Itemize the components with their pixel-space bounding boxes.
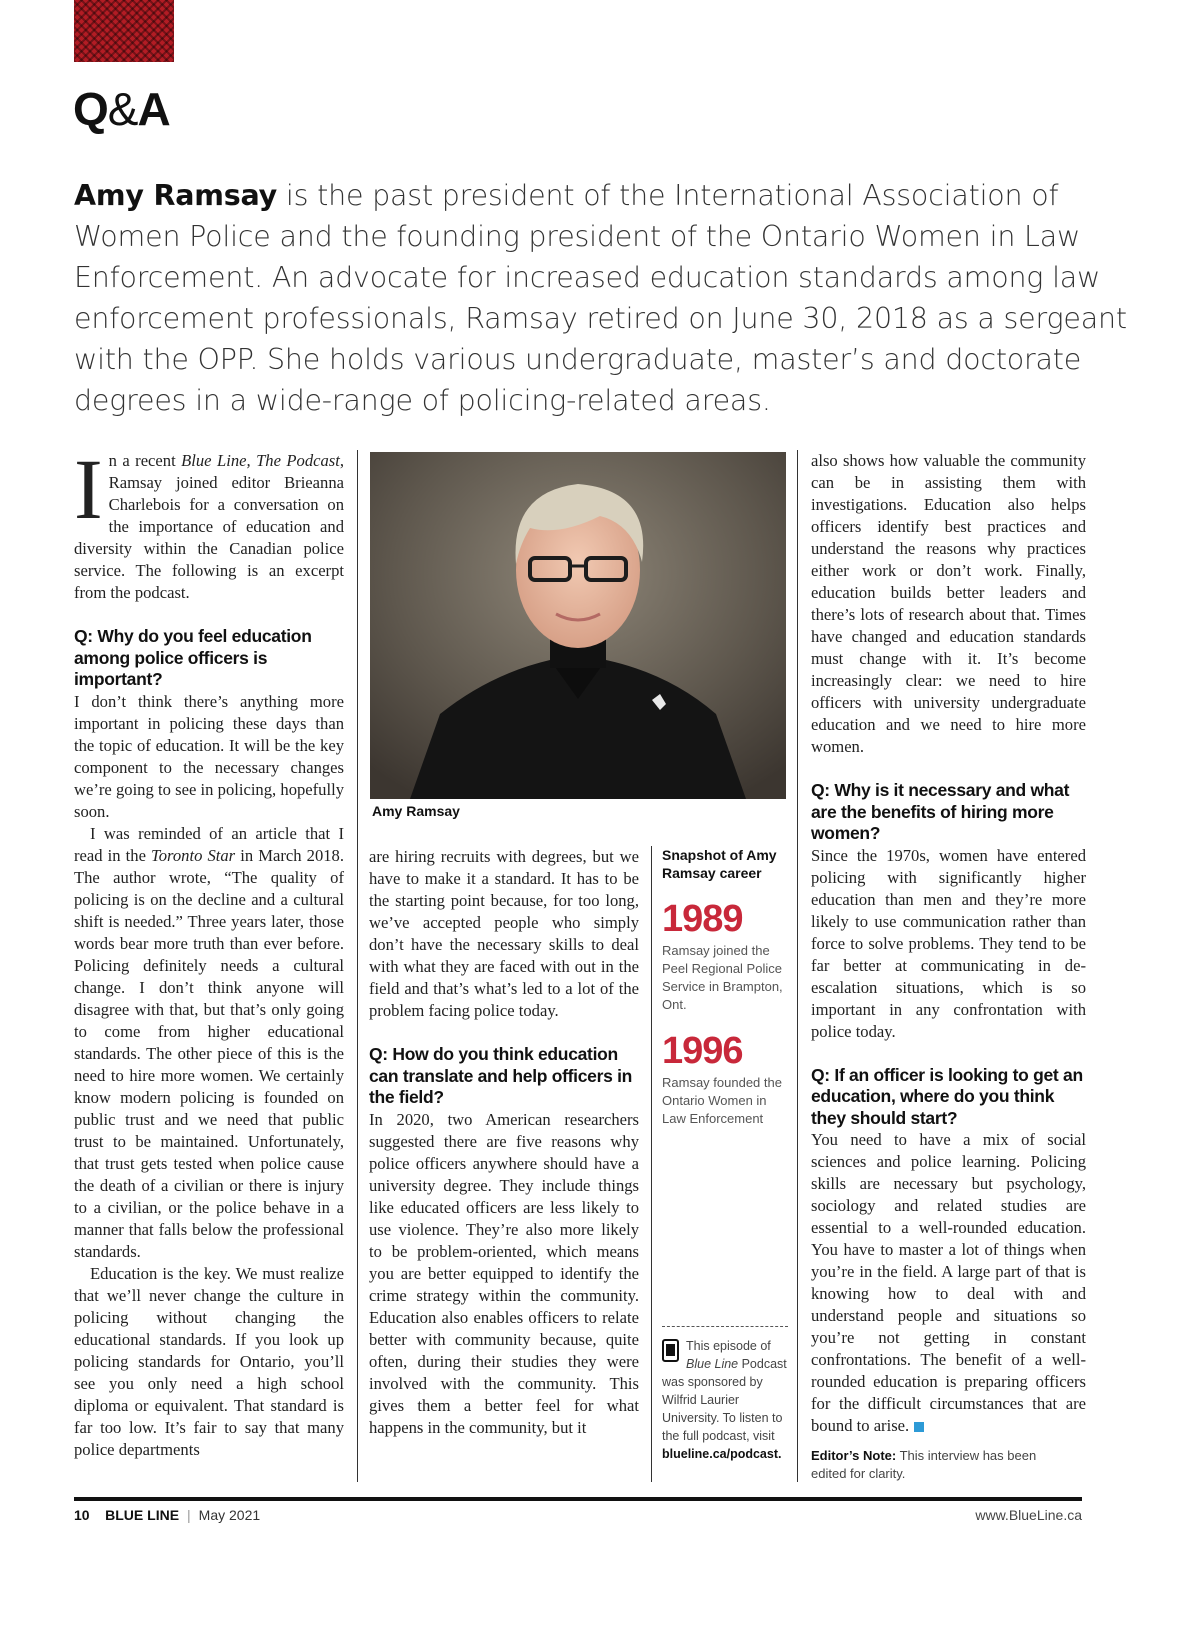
sponsor-note: This episode of Blue Line Podcast was sponsored by Wilfrid Laurier University. To listen to the full podcast, visit blueline.ca/podcast. <box>662 1326 788 1463</box>
drop-cap: I <box>74 441 103 537</box>
career-snapshot <box>662 846 790 1128</box>
footer-left <box>74 1507 260 1523</box>
answer-2: In 2020, two American researchers suggested there are five reasons why police officers anywhere should have a university degree. They include things like educated officers are less likely to use violence. They’re also more likely to be problem-oriented, which means you are better equipped to identify the crime strategy within the community. Education also enables officers to relate better with community because, quite often, during their studies they were involved with the community. This gives them a better feel for what happens in the community, but it <box>369 1109 639 1437</box>
answer-2-continued: also shows how valuable the community can be in assisting them with investigations. Education also helps officers identify best practices and understand the reasons why practices either work or don’t work. Finally, education builds better leaders and there’s lots of research about that. Times have changed and education standards must change with it. It’s become increasingly clear: we need to hire officers with university undergraduate education and we need to hire more women. <box>811 451 1086 756</box>
lede-paragraph: In a recent Blue Line, The Podcast, Ramsay joined editor Brieanna Charlebois for a conversation on the importance of education and diversity within the Canadian police service. The following is an excerpt from the podcast. <box>74 441 345 602</box>
snapshot-item <box>662 900 790 1014</box>
question-4: Q: If an officer is looking to get an education, where do you think they should start? <box>811 1064 1083 1128</box>
podcast-link[interactable]: blueline.ca/podcast. <box>662 1447 782 1461</box>
podcast-title: Blue Line, The Podcast <box>181 451 340 470</box>
footer-divider: | <box>187 1507 191 1523</box>
answer-1-paragraph-3: Education is the key. We must realize that we’ll never change the culture in policing without changing the educational standards. If you look up policing standards for Ontario, you’ll see you only need a high school diploma or equivalent. That standard is far too low. It’s fair to say that many police departments <box>74 1263 344 1459</box>
column-divider-1 <box>357 450 358 1482</box>
column-3 <box>811 450 1086 1437</box>
snapshot-desc: Ramsay joined the Peel Regional Police Service in Brampton, Ont. <box>662 943 783 1012</box>
tartan-banner <box>74 0 174 62</box>
page-number: 10 <box>74 1507 90 1523</box>
section-label: Q&A <box>73 83 170 135</box>
website-link[interactable]: www.BlueLine.ca <box>975 1507 1082 1523</box>
answer-1-paragraph-1: I don’t think there’s anything more important in policing these days than the topic of education. It will be the key component to the necessary changes we’re going to see in policing, hopefully soon. <box>74 691 344 821</box>
newspaper-title: Toronto Star <box>151 845 236 865</box>
snapshot-item <box>662 1032 790 1128</box>
question-3: Q: Why is it necessary and what are the benefits of hiring more women? <box>811 780 1070 843</box>
answer-1-continued: are hiring recruits with degrees, but we have to make it a standard. It has to be the starting point because, for too long, we’ve accepted people who simply don’t have the necessary skills to deal with what they are faced with out in the field and that’s what’s led to a lot of the problem facing police today. <box>369 847 639 1020</box>
tablet-icon <box>662 1339 679 1362</box>
answer-1-paragraph-2: I was reminded of an article that I read in the Toronto Star in March 2018. The author wrote, “The quality of policing is on the decline and a cultural shift is needed.” Three years later, those words bear more truth than ever before. Policing definitely needs a cultural change. I don’t think anyone will disagree with that, but that’s only going to come from higher educational standards. The other piece of this is the need to hire more women. We certainly know modern policing is founded on public trust and we need that public trust to be maintained. Unfortunately, that trust gets tested when police cause the death of a civilian or there is injury to a civilian, or the police behave in a manner that falls below the professional standards. <box>74 823 344 1261</box>
snapshot-year: 1996 <box>662 1030 743 1072</box>
question-2: Q: How do you think education can translate and help officers in the field? <box>369 1044 633 1107</box>
photo-caption: Amy Ramsay <box>372 803 460 819</box>
snapshot-desc: Ramsay founded the Ontario Women in Law Enforcement <box>662 1075 782 1126</box>
column-divider-2 <box>651 846 652 1482</box>
answer-4: You need to have a mix of social sciences and police learning. Policing skills are necessary but psychology, sociology and related studies are essential to a well-rounded education. You have to master a lot of things when you’re in the field. A large part of that is knowing how to deal with and understand people and situations so you’re not getting in constant confrontations. The benefit of a well-rounded education is preparing officers for the difficult circumstances that are bound to arise. <box>811 1130 1086 1435</box>
footer-rule <box>74 1497 1082 1501</box>
portrait-photo <box>370 452 786 799</box>
column-2 <box>369 846 639 1439</box>
question-1: Q: Why do you feel education among police officers is important? <box>74 626 312 689</box>
magazine-name: BLUE LINE <box>105 1507 180 1523</box>
column-divider-3 <box>797 450 798 1482</box>
issue-date: May 2021 <box>198 1507 261 1523</box>
intro-paragraph: Amy Ramsay is the past president of the International Association of Women Police and the founding president of the Ontario Women in Law Enforcement. An advocate for increased education standards among law enforcement professionals, Ramsay retired on June 30, 2018 as a sergeant with the OPP. She holds various undergraduate, master’s and doctorate degrees in a wide-range of policing-related areas. <box>74 179 1127 417</box>
end-mark-icon <box>914 1422 924 1432</box>
answer-3: Since the 1970s, women have entered policing with significantly higher education than men and they’re more likely to use communication rather than force to solve problems. They tend to be far better at communicating in de-escalation situations, which is so important in any confrontation with police today. <box>811 845 1086 1041</box>
editors-note: Editor’s Note: This interview has been edited for clarity. <box>811 1448 1037 1481</box>
intro-name: Amy Ramsay <box>74 179 278 212</box>
snapshot-title: Snapshot of Amy Ramsay career <box>662 847 777 881</box>
snapshot-year: 1989 <box>662 898 743 940</box>
column-1 <box>74 441 345 1461</box>
magazine-title: Blue Line <box>686 1357 739 1371</box>
editors-note-label: Editor’s Note: <box>811 1448 897 1463</box>
